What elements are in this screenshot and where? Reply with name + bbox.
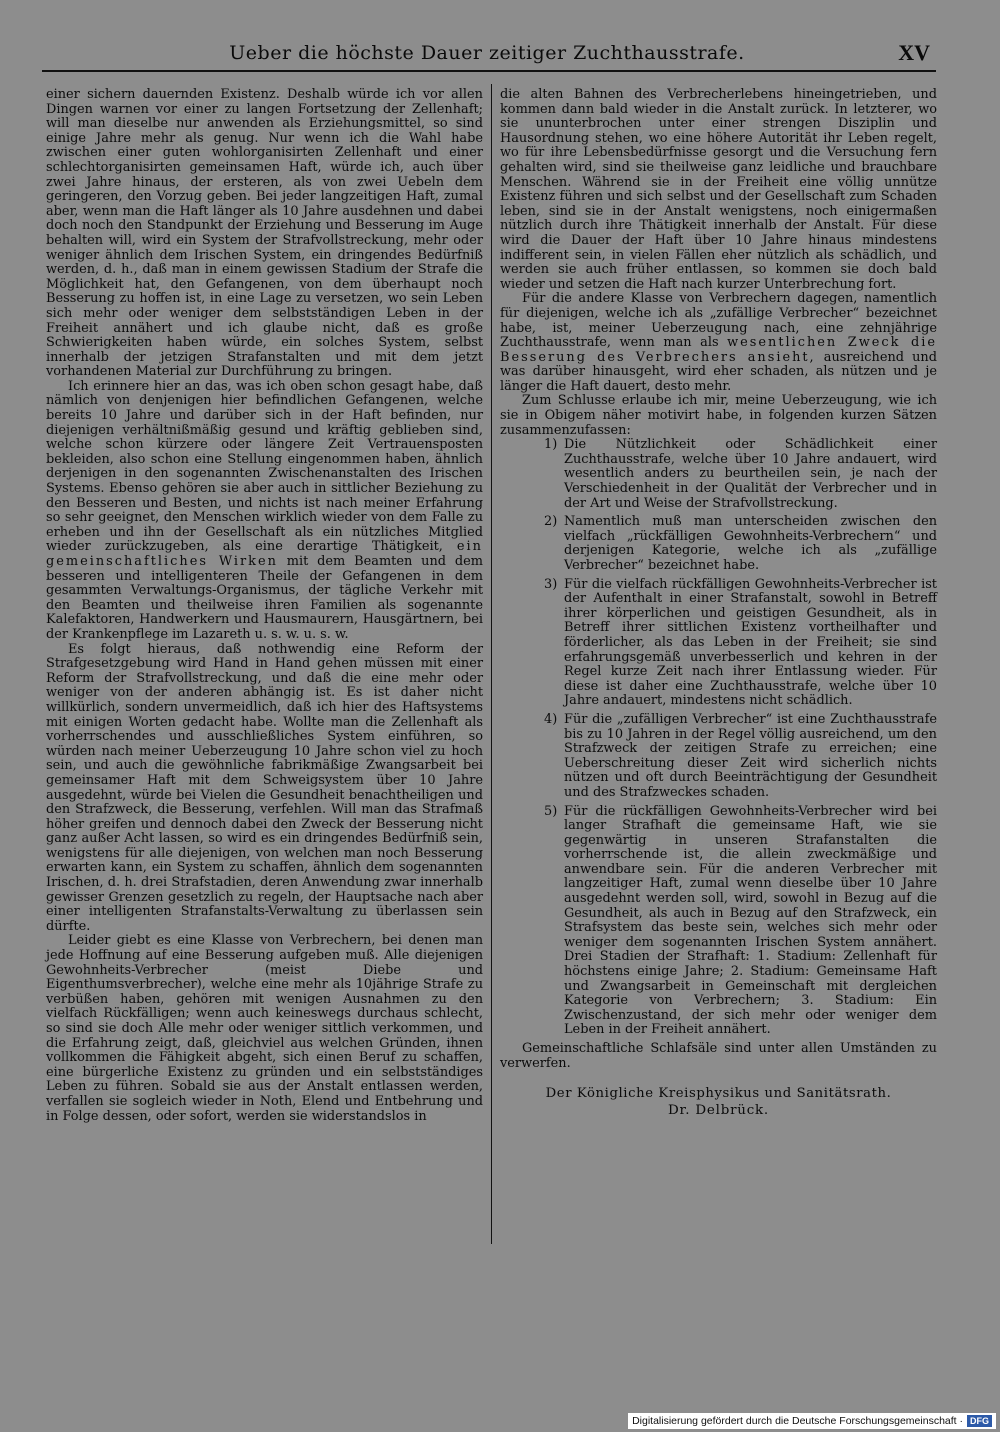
list-text: Für die vielfach rückfälligen Gewohnheits-Verbrecher ist der Aufenthalt in einer Strafanstalt, sowohl in Betreff ihrer körperlichen und geistigen Gesundheit, als in Betreff ihrer sittlichen Existenz vortheilhafter und förderlicher, als das Leben in der Freiheit; sie sind erfahrungsgemäß unverbesserlich und kehren in der Regel kurze Zeit nach ihrer Entlassung wieder. Für diese ist daher eine Zuchthausstrafe, welche über 10 Jahre andauert, mindestens nicht schädlich. xyxy=(564,576,937,709)
funding-footer xyxy=(628,1413,996,1429)
list-number: 1) xyxy=(544,437,558,453)
paragraph: die alten Bahnen des Verbrecherlebens hineingetrieben, und kommen dann bald wieder in die Anstalt zurück. In letzterer, wo sie ununterbrochen unter einer strengen Disziplin und Hausordnung stehen, wo eine höhere Autorität ihr Leben regelt, wo für ihre Lebensbedürfnisse gesorgt und die Versuchung fern gehalten wird, sind sie theilweise ganz leidliche und brauchbare Menschen. Während sie in der Freiheit eine völlig unnütze Existenz führen und sich selbst und der Gesellschaft zum Schaden leben, sind sie in der Anstalt wenigstens, noch einigermaßen nützlich durch ihre Thätigkeit innerhalb der Anstalt. Für diese wird die Dauer der Haft über 10 Jahre hinaus mindestens indifferent sein, in vielen Fällen eher nützlich als schädlich, und werden sie auch früher entlassen, so kommen sie doch bald wieder und setzen die Haft nach kurzer Unterbrechung fort. xyxy=(500,87,937,292)
running-header xyxy=(42,40,932,70)
list-item xyxy=(500,578,937,709)
list-text: Für die „zufälligen Verbrecher“ ist eine Zuchthausstrafe bis zu 10 Jahren in der Regel völlig ausreichend, um den Strafzweck der zeitigen Strafe zu erreichen; eine Ueberschreitung dieser Zeit wird sicherlich nichts nützen und oft durch Beeinträchtigung der Gesundheit und des Strafzweckes schaden. xyxy=(564,711,937,800)
left-column xyxy=(46,88,483,1124)
page-number: XV xyxy=(898,40,930,65)
emphasized-text: wesentlichen Zweck die Besserung des Verbrechers ansieht, xyxy=(500,335,937,365)
list-item xyxy=(500,438,937,511)
emphasized-text: ein gemeinschaftliches Wirken xyxy=(46,539,483,569)
footer-text: Digitalisierung gefördert durch die Deutsche Forschungsgemeinschaft · xyxy=(632,1415,963,1427)
header-rule xyxy=(42,70,936,72)
list-item xyxy=(500,515,937,573)
paragraph: Gemeinschaftliche Schlafsäle sind unter allen Umständen zu verwerfen. xyxy=(500,1041,937,1071)
paragraph: Es folgt hieraus, daß nothwendig eine Reform der Strafgesetzgebung wird Hand in Hand gehen müssen mit einer Reform der Strafvollstreckung, und daß die eine mehr oder weniger von der anderen abhängig ist. Es ist daher nicht willkürlich, sondern unvermeidlich, daß ich hier des Haftsystems mit einigen Worten gedacht habe. Wollte man die Zellenhaft als vorherrschendes und ausschließliches System einführen, so würden nach meiner Ueberzeugung 10 Jahre schon viel zu hoch sein, und auch die gewöhnliche fabrikmäßige Zwangsarbeit bei gemeinsamer Haft mit dem Schweigsystem über 10 Jahre ausgedehnt, würde bei Vielen die Gesundheit benachtheiligen und den Strafzweck, die Besserung, verfehlen. Will man das Strafmaß höher greifen und dennoch dabei den Zweck der Besserung nicht ganz außer Acht lassen, so wird es ein dringendes Bedürfniß sein, wenigstens für alle diejenigen, von welchen man noch Besserung erwarten kann, ein System zu schaffen, ähnlich dem sogenannten Irischen, d. h. drei Strafstadien, deren Anwendung zwar innerhalb gewisser Grenzen gesetzlich zu regeln, der Hauptsache nach aber einer intelligenten Strafanstalts-Verwaltung zu überlassen sein dürfte. xyxy=(46,641,483,934)
paragraph: einer sichern dauernden Existenz. Deshalb würde ich vor allen Dingen warnen vor einer zu langen Fortsetzung der Zellenhaft; will man dieselbe nur anwenden als Erziehungsmittel, so sind einige Jahre mehr als genug. Nur wenn ich die Wahl habe zwischen einer guten wohlorganisirten Zellenhaft und einer schlechtorganisirten gemeinsamen Haft, würde ich, auch über zwei Jahre hinaus, der ersteren, als von zwei Uebeln dem geringeren, den Vorzug geben. Bei jeder langzeitigen Haft, zumal aber, wenn man die Haft länger als 10 Jahre ausdehnen und dabei doch noch den Standpunkt der Erziehung und Besserung im Auge behalten will, wird ein System der Strafvollstreckung, mehr oder weniger ähnlich dem Irischen System, ein dringendes Bedürfniß werden, d. h., daß man in einem gewissen Stadium der Strafe die Möglichkeit hat, den Gefangenen, von dem überhaupt noch Besserung zu hoffen ist, in eine Lage zu versetzen, wo sein Leben sich mehr oder weniger dem selbstständigen Leben in der Freiheit annähert und ich glaube nicht, daß es große Schwierigkeiten haben würde, ein solches System, selbst innerhalb der jetzigen Strafanstalten und mit dem jetzt vorhandenen Material zur Durchführung zu bringen. xyxy=(46,87,483,380)
dfg-logo: DFG xyxy=(967,1415,992,1427)
list-text: Für die rückfälligen Gewohnheits-Verbrecher wird bei langer Strafhaft die gemeinsame Haft, wie sie gegenwärtig in unseren Strafanstalten die vorherrschende ist, die allein zweckmäßige und anwendbare sein. Für die anderen Verbrecher mit langzeitiger Haft, zumal wenn dieselbe über 10 Jahre ausgedehnt werden soll, wird, sowohl in Bezug auf die Gesundheit, als auch in Bezug auf den Strafzweck, ein Strafsystem das beste sein, welches sich mehr oder weniger dem sogenannten Irischen System annähert. Drei Stadien der Strafhaft: 1. Stadium: Zellenhaft für höchstens einige Jahre; 2. Stadium: Gemeinsame Haft und Zwangsarbeit in Gemeinschaft mit dergleichen Kategorie von Verbrechern; 3. Stadium: Ein Zwischenzustand, der sich mehr oder weniger dem Leben in der Freiheit annähert. xyxy=(564,803,937,1038)
column-divider xyxy=(491,84,492,1244)
paragraph: Zum Schlusse erlaube ich mir, meine Ueberzeugung, wie ich sie in Obigem näher motivirt habe, in folgenden kurzen Sätzen zusammenzufassen: xyxy=(500,393,937,438)
paragraph: Leider giebt es eine Klasse von Verbrechern, bei denen man jede Hoffnung auf eine Besserung aufgeben muß. Alle diejenigen Gewohnheits-Verbrecher (meist Diebe und Eigenthumsverbrecher), welche eine mehr als 10jährige Strafe zu verbüßen haben, gehören mit wenigen Ausnahmen zu den vielfach Rückfälligen; wenn auch keineswegs durchaus schlecht, so sind sie doch Alle mehr oder weniger sittlich verkommen, und die Erfahrung zeigt, daß, gleichviel aus welchen Gründen, ihnen vollkommen die Fähigkeit abgeht, sich einen Beruf zu schaffen, eine bürgerliche Existenz zu gründen und ein selbstständiges Leben zu führen. Sobald sie aus der Anstalt entlassen werden, verfallen sie sogleich wieder in Noth, Elend und Entbehrung und in Folge dessen, oder sofort, werden sie widerstandslos in xyxy=(46,933,483,1124)
list-number: 2) xyxy=(544,514,558,530)
paragraph xyxy=(500,292,937,394)
paragraph-text: Für die andere Klasse von Verbrechern dagegen, namentlich für diejenigen, welche ich als „zufällige Verbrecher“ bezeichnet habe, ist, meiner Ueberzeugung nach, eine zehnjährige Zuchthausstrafe, wenn man als xyxy=(500,291,937,351)
paragraph-text: Ich erinnere hier an das, was ich oben schon gesagt habe, daß nämlich von denjenigen hier befindlichen Gefangenen, welche bereits 10 Jahre und darüber sich in der Haft befinden, nur diejenigen verhältnißmäßig gesund und kräftig geblieben sind, welche schon kürzere oder längere Zeit Vertrauensposten bekleiden, also schon eine Stellung eingenommen haben, ähnlich derjenigen in den sogenannten Zwischenanstalten des Irischen Systems. Ebenso gehören sie aber auch in sittlicher Beziehung zu den Besseren und Besten, und nichts ist nach meiner Erfahrung so sehr geeignet, den Menschen wirklich wieder von dem Falle zu erheben und ihn der Gesellschaft als ein nützliches Mitglied wieder zurückzugeben, als eine derartige Thätigkeit, xyxy=(46,378,483,555)
list-item xyxy=(500,805,937,1039)
list-number: 3) xyxy=(544,576,558,592)
signature-name: Dr. Delbrück. xyxy=(668,1102,769,1118)
signature-title: Der Königliche Kreisphysikus und Sanitätsrath. xyxy=(545,1086,892,1102)
list-item xyxy=(500,713,937,801)
right-column xyxy=(500,88,937,1118)
paragraph xyxy=(46,380,483,643)
list-number: 4) xyxy=(544,711,558,727)
summary-list xyxy=(500,438,937,1038)
paragraph-text: mit dem Beamten und dem besseren und intelligenteren Theile der Gefangenen in dem gesammten Verwaltungs-Organismus, der tägliche Verkehr mit den Beamten und theilweise ihren Familien als sogenannte Kalefaktoren, Handwerkern und Hausmaurern, Hausgärtnern, bei der Krankenpflege im Lazareth u. s. w. u. s. w. xyxy=(46,554,483,642)
paragraph-text: ausreichend und was darüber hinausgeht, wird eher schaden, als nützen und je länger die Haft dauert, desto mehr. xyxy=(500,349,937,394)
list-text: Namentlich muß man unterscheiden zwischen den vielfach „rückfälligen Gewohnheits-Verbrechern“ und derjenigen Kategorie, welche ich als „zufällige Verbrecher“ bezeichnet habe. xyxy=(564,514,937,573)
page-title: Ueber die höchste Dauer zeitiger Zuchthausstrafe. xyxy=(229,42,745,64)
list-number: 5) xyxy=(544,803,558,819)
list-text: Die Nützlichkeit oder Schädlichkeit einer Zuchthausstrafe, welche über 10 Jahre andauert, wird wesentlich anders zu beurtheilen sein, je nach der Verschiedenheit in der Qualität der Verbrecher und in der Art und Weise der Strafvollstreckung. xyxy=(564,437,937,511)
